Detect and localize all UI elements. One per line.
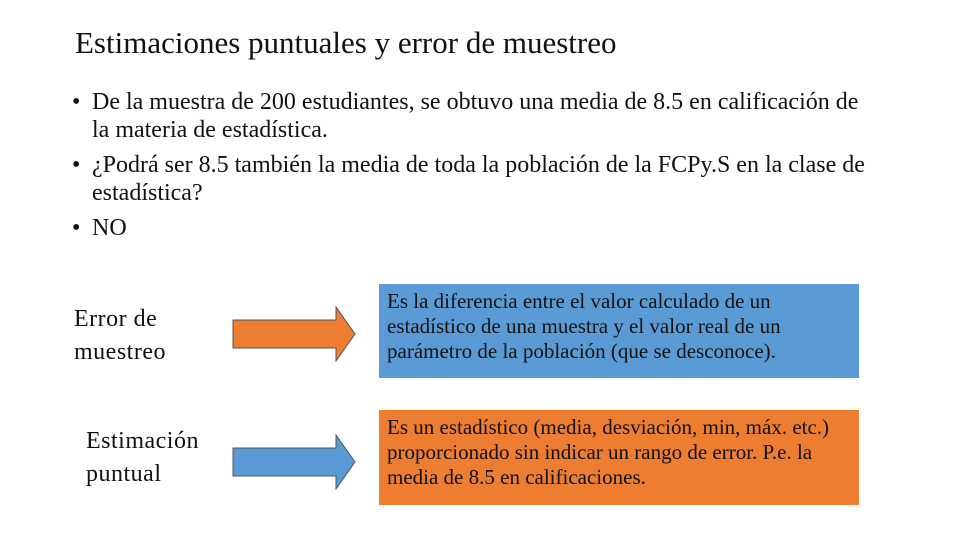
bullet-text: NO	[92, 215, 127, 241]
label-line: Estimación	[86, 428, 199, 454]
slide-title: Estimaciones puntuales y error de muestreo	[75, 25, 617, 60]
label-line: muestreo	[74, 339, 166, 365]
estimacion-puntual-label	[86, 425, 199, 491]
arrow-shape	[233, 435, 355, 489]
bullet-item	[72, 88, 872, 144]
bullet-dot: •	[72, 152, 81, 178]
bullet-text: De la muestra de 200 estudiantes, se obtuvo una media de 8.5 en calificación de la materia de estadística.	[92, 89, 859, 143]
right-arrow-icon	[232, 434, 356, 490]
bullet-item	[72, 214, 872, 242]
bullet-dot: •	[72, 89, 81, 115]
arrow-shape	[233, 307, 355, 361]
bullet-list	[72, 88, 872, 249]
error-muestreo-label	[74, 303, 166, 369]
bullet-item	[72, 151, 872, 207]
estimacion-puntual-definition: Es un estadístico (media, desviación, min, máx. etc.) proporcionado sin indicar un rango de error. P.e. la media de 8.5 en calificaciones.	[379, 410, 859, 505]
right-arrow-icon	[232, 306, 356, 362]
bullet-text: ¿Podrá ser 8.5 también la media de toda la población de la FCPy.S en la clase de estadística?	[92, 152, 865, 206]
error-muestreo-definition: Es la diferencia entre el valor calculado de un estadístico de una muestra y el valor real de un parámetro de la población (que se desconoce).	[379, 284, 859, 378]
bullet-dot: •	[72, 215, 81, 241]
label-line: Error de	[74, 306, 158, 332]
label-line: puntual	[86, 461, 162, 487]
